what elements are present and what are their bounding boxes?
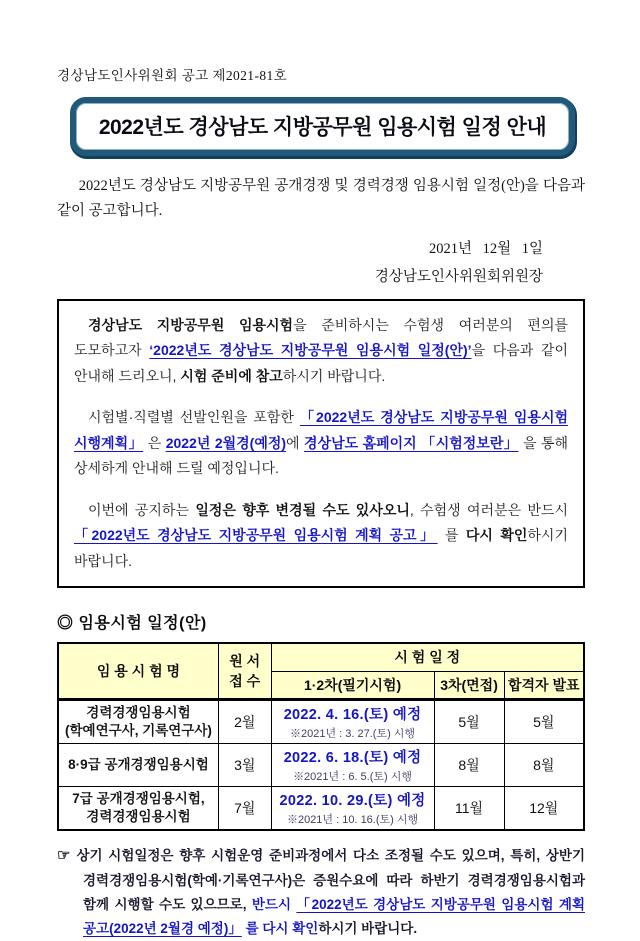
info-text: 을 다음과 같이 안내해 드리오니, — [74, 342, 568, 384]
pointing-hand-icon: ☞ — [57, 846, 71, 864]
col-header-application-line1: 원 서 — [229, 652, 261, 669]
info-paragraph-1 — [74, 313, 568, 389]
announcement-date: 2021년 12월 1일 — [428, 240, 543, 257]
schedule-section-heading: ◎ 임용시험 일정(안) — [57, 615, 207, 633]
info-text: 을 통해 상세하게 안내해 드릴 예정입니다. — [74, 434, 568, 477]
written-exam-cell — [271, 699, 434, 743]
intro-paragraph: 2022년도 경상남도 지방공무원 공개경쟁 및 경력경쟁 임용시험 일정(안)을 다음과 같이 공고합니다. — [57, 178, 585, 219]
footnote-plan-notice-link: 「2022년도 경상남도 지방공무원 임용시험 계획 공고(2022년 2월경 예정)」 — [83, 897, 585, 937]
footnote-must-bold: 반드시 — [251, 897, 297, 913]
exam-name-cell — [58, 699, 218, 743]
info-text: 을 준비하시는 수험생 여러분의 편의를 도모하고자 — [74, 316, 568, 359]
col-header-application — [218, 643, 271, 699]
table-row — [58, 699, 584, 743]
recheck-bold: 다시 확인 — [465, 527, 528, 544]
interview-month-cell: 11월 — [434, 786, 504, 830]
info-text: , 수험생 여러분은 반드시 — [409, 501, 568, 518]
footnote-text: 하시기 바랍니다. — [318, 921, 418, 937]
written-exam-date: 2022. 6. 18.(토) 예정 — [283, 749, 422, 766]
exam-name-line1: 7급 공개경쟁임용시험, — [72, 791, 205, 807]
table-row — [58, 786, 584, 830]
exam-name-cell — [58, 743, 218, 786]
col-header-interview: 3차(면접) — [434, 671, 504, 699]
exam-name-line1: 8·9급 공개경쟁임용시험 — [68, 756, 209, 772]
col-header-exam-name: 임 용 시 험 명 — [58, 643, 218, 699]
col-header-written: 1·2차(필기시험) — [271, 671, 434, 699]
written-exam-cell — [271, 743, 434, 786]
expected-date-link: 2022년 2월경(예정) — [165, 434, 287, 451]
written-exam-date: 2022. 4. 16.(토) 예정 — [283, 706, 422, 723]
col-header-application-line2: 접 수 — [229, 672, 261, 689]
page-title: 2022년도 경상남도 지방공무원 임용시험 일정 안내 — [98, 116, 547, 139]
info-text: 하시기 바랍니다. — [74, 527, 568, 569]
footnote-check-bold: 확인 — [292, 921, 319, 937]
exam-name-cell — [58, 786, 218, 830]
written-exam-cell — [271, 786, 434, 830]
col-header-exam-dates-group: 시 험 일 정 — [271, 643, 584, 671]
plan-notice-link: 「2022년도 경상남도 지방공무원 임용시험 계획 공고」 — [74, 527, 438, 544]
pass-month-cell: 5월 — [504, 699, 584, 743]
info-paragraph-2 — [74, 405, 568, 481]
exam-name-bold: 경상남도 지방공무원 임용시험 — [88, 316, 294, 333]
interview-month-cell: 5월 — [434, 699, 504, 743]
interview-month-cell: 8월 — [434, 743, 504, 786]
schedule-change-bold: 일정은 향후 변경될 수도 있사오니 — [195, 501, 410, 518]
exam-name-line2: 경력경쟁임용시험 — [86, 808, 191, 824]
info-box — [57, 299, 585, 588]
application-month-cell: 7월 — [218, 786, 271, 830]
application-month-cell: 2월 — [218, 699, 271, 743]
pass-month-cell: 8월 — [504, 743, 584, 786]
schedule-plan-link: ‘2022년도 경상남도 지방공무원 임용시험 일정(안)’ — [149, 342, 472, 359]
application-month-cell: 3월 — [218, 743, 271, 786]
info-text: 하시기 바랍니다. — [282, 367, 386, 384]
implementation-plan-link: 「2022년도 경상남도 지방공무원 임용시험 시행계획」 — [74, 409, 568, 451]
info-text: 은 — [143, 434, 166, 451]
footnote-again-bold: 를 다시 — [241, 921, 293, 937]
table-header-row-1 — [58, 643, 584, 671]
notice-number: 경상남도인사위원회 공고 제2021-81호 — [57, 68, 288, 83]
announcement-issuer: 경상남도인사위원회위원장 — [374, 268, 543, 285]
info-text: 에 — [286, 434, 305, 451]
written-exam-prev-year-note: ※2021년 : 10. 16.(토) 시행 — [286, 813, 419, 826]
exam-name-line2: (학예연구사, 기록연구사) — [65, 722, 212, 738]
prep-reference-bold: 시험 준비에 참고 — [180, 367, 283, 384]
info-text: 이번에 공지하는 — [88, 501, 196, 518]
footnote — [57, 843, 585, 941]
written-exam-prev-year-note: ※2021년 : 3. 27.(토) 시행 — [290, 727, 416, 740]
info-text: 를 — [437, 527, 466, 544]
exam-schedule-table — [57, 642, 585, 831]
title-box — [70, 97, 575, 156]
written-exam-date: 2022. 10. 29.(토) 예정 — [279, 792, 426, 809]
pass-month-cell: 12월 — [504, 786, 584, 830]
table-row — [58, 743, 584, 786]
written-exam-prev-year-note: ※2021년 : 6. 5.(토) 시행 — [293, 770, 412, 783]
footnote-text: 상기 시험일정은 향후 시험운영 준비과정에서 다소 조정될 수도 있으며, 특히, 상반기 경력경쟁임용시험(학예·기록연구사)은 증원수요에 따라 하반기 경력경쟁임용시험과 함께 시행할 수도 있으므로, — [76, 847, 585, 913]
homepage-exam-info-link: 경상남도 홈페이지 「시험정보란」 — [304, 434, 519, 451]
col-header-pass-announcement: 합격자 발표 — [504, 671, 584, 699]
info-text: 시험별·직렬별 선발인원을 포함한 — [88, 409, 300, 426]
info-paragraph-3 — [74, 498, 568, 574]
exam-name-line1: 경력경쟁임용시험 — [86, 705, 191, 721]
